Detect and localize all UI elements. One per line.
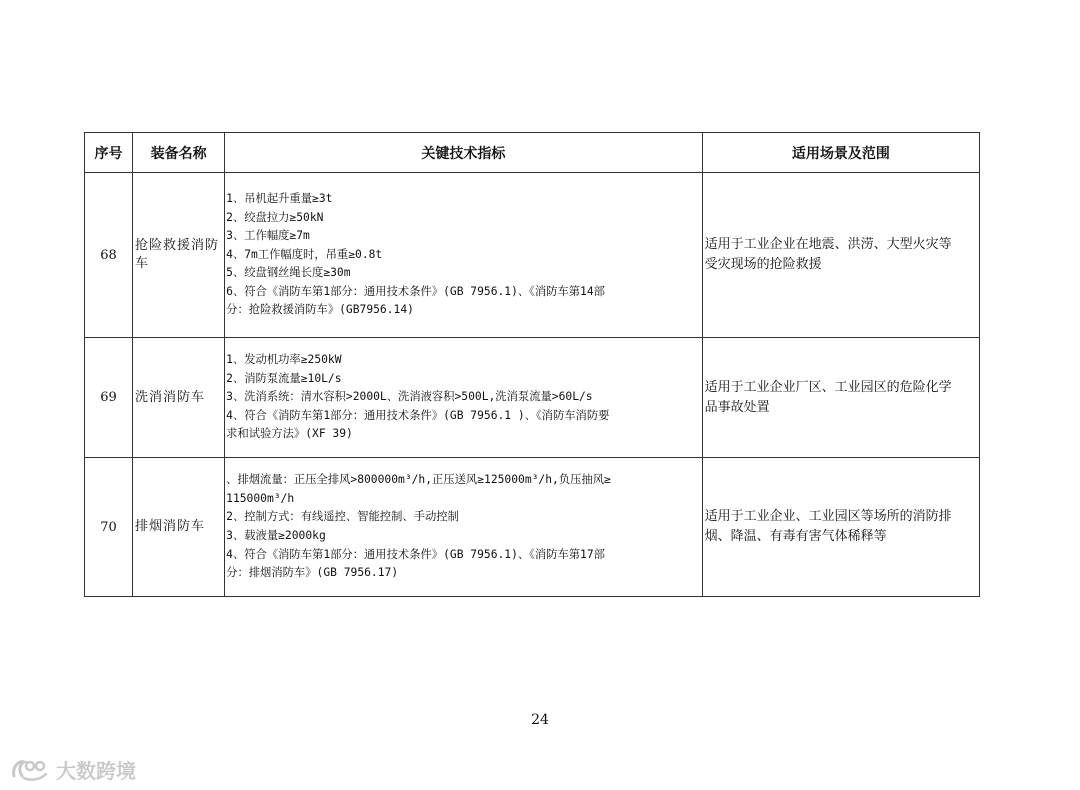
spec-line: 分：抢险救援消防车》(GB7956.14) [226,303,414,317]
spec-cell [225,173,703,338]
spec-line: 2、控制方式：有线遥控、智能控制、手动控制 [226,510,459,524]
scope-line: 品事故处置 [704,399,770,415]
spec-line: 3、工作幅度≥7m [226,229,310,243]
watermark-logo-icon [10,756,50,782]
page-number: 24 [531,712,549,728]
spec-line: 1、发动机功率≥250kW [226,353,342,367]
spec-line: 分：排烟消防车》(GB 7956.17) [226,566,399,580]
table-row [85,173,980,338]
spec-cell [225,458,703,597]
scope-line: 受灾现场的抢险救援 [704,257,822,272]
header-name: 装备名称 [133,133,225,173]
spec-cell [225,338,703,458]
scope-cell [702,338,979,458]
spec-line: 2、消防泵流量≥10L/s [226,371,342,385]
equipment-name: 排烟消防车 [133,458,225,597]
spec-line: 1、吊机起升重量≥3t [226,191,333,205]
scope-cell [702,458,979,597]
spec-line: 5、绞盘钢丝绳长度≥30m [226,266,351,280]
row-number: 69 [85,338,133,458]
equipment-name: 洗消消防车 [133,338,225,458]
scope-line: 适用于工业企业、工业园区等场所的消防排 [704,509,952,524]
spec-line: 、排烟流量：正压全排风>800000m³/h,正压送风≥125000m³/h,负压抽风≥ [226,473,611,487]
watermark-text: 大数跨境 [56,758,136,783]
table-row [85,338,980,458]
scope-cell [702,173,979,338]
row-number: 70 [85,458,133,597]
header-scope: 适用场景及范围 [702,133,979,173]
spec-line: 4、7m工作幅度时，吊重≥0.8t [226,247,383,261]
spec-line: 4、符合《消防车第1部分：通用技术条件》(GB 7956.1 )、《消防车消防要 [226,408,610,422]
equipment-name: 抢险救援消防车 [133,173,225,338]
header-spec: 关键技术指标 [225,133,703,173]
scope-line: 适用于工业企业在地震、洪涝、大型火灾等 [704,237,952,252]
scope-line: 适用于工业企业厂区、工业园区的危险化学 [704,379,952,395]
table-header-row [85,133,980,173]
row-number: 68 [85,173,133,338]
spec-line: 6、符合《消防车第1部分：通用技术条件》(GB 7956.1)、《消防车第14部 [226,284,605,298]
spec-line: 2、绞盘拉力≥50kN [226,210,324,224]
table-row [85,458,980,597]
equipment-spec-table [84,132,980,597]
spec-line: 4、符合《消防车第1部分：通用技术条件》(GB 7956.1)、《消防车第17部 [226,547,605,561]
header-no: 序号 [85,133,133,173]
scope-line: 烟、降温、有毒有害气体稀释等 [704,529,887,544]
spec-line: 3、载液量≥2000kg [226,529,326,542]
spec-line: 115000m³/h [226,491,295,505]
spec-line: 3、洗消系统：清水容积>2000L、洗消液容积>500L,洗消泵流量>60L/s [226,390,593,404]
watermark [10,754,136,784]
spec-line: 求和试验方法》(XF 39) [226,427,353,441]
